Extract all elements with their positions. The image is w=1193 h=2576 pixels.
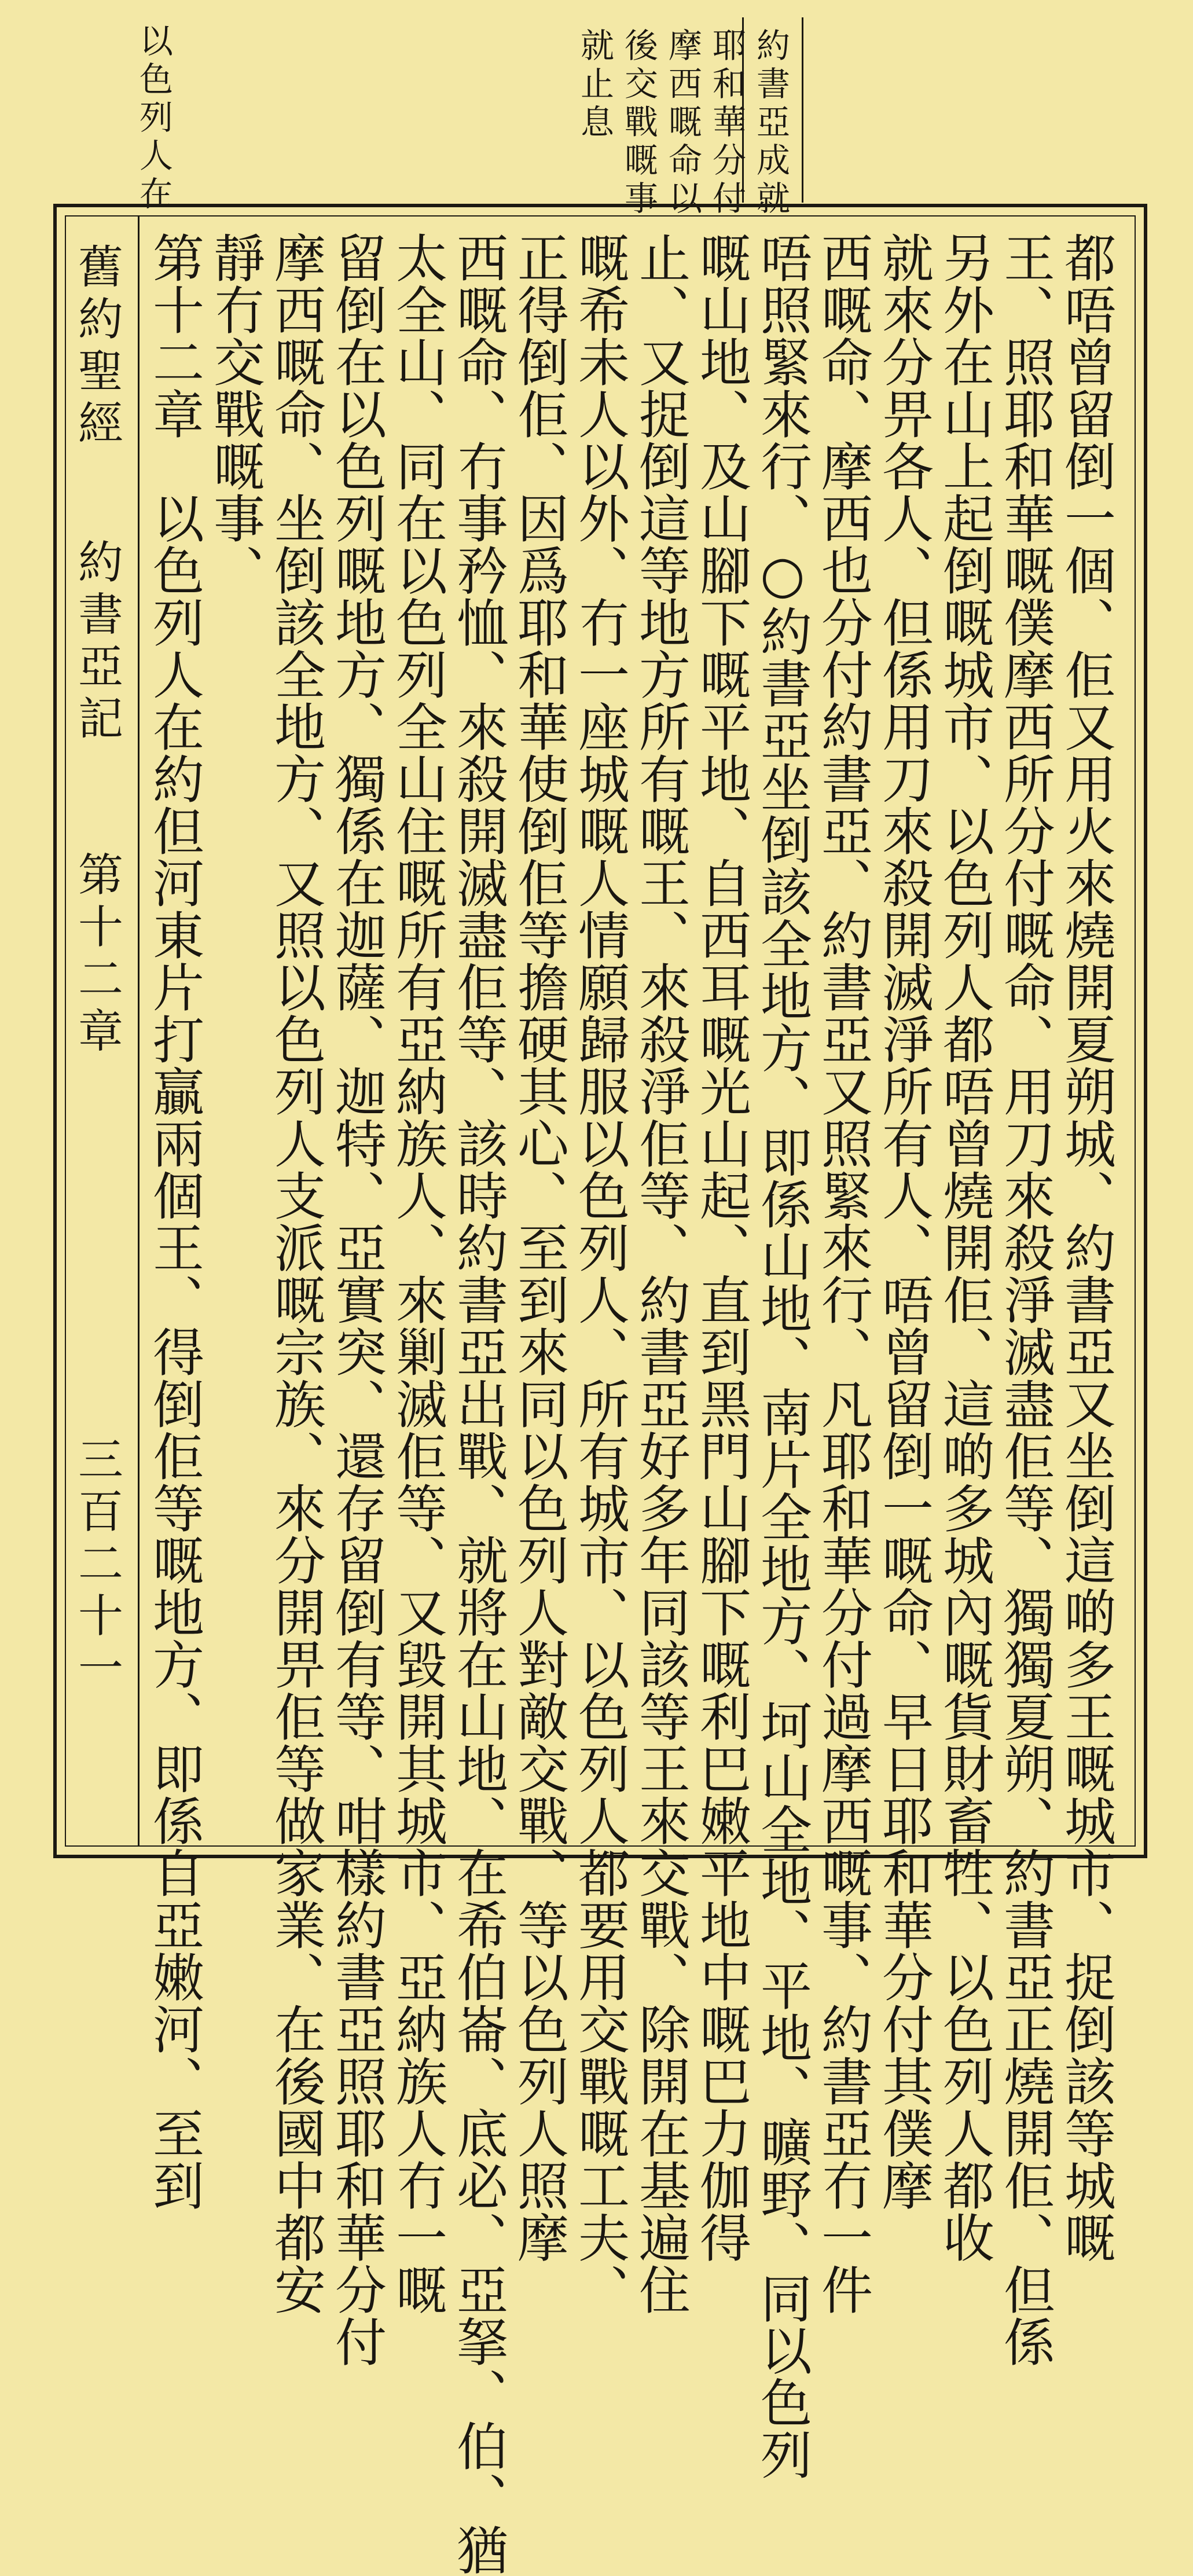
body-column: 都唔曾留倒一個、佢又用火來燒開夏朔城、約書亞又坐倒這啲多王嘅城市、捉倒該等城嘅 [1056, 232, 1117, 2263]
chapter-summary-column: 第十二章 以色列人在約但河東片打贏兩個王、得倒佢等嘅地方、即係自亞嫩河、至到 [145, 232, 205, 2211]
body-column: 靜冇交戰嘅事、 [205, 232, 266, 596]
body-column: 止、又捉倒這等地方所有嘅王、來殺淨佢等、約書亞好多年同該等王來交戰、除開在基遍住 [631, 232, 691, 2316]
body-column: 西嘅命、摩西也分付約書亞、約書亞又照緊來行、凡耶和華分付過摩西嘅事、約書亞冇一件 [813, 232, 873, 2316]
body-column: 唔照緊來行、○約書亞坐倒該全地方、即係山地、南片全地方、坷山全地、平地、曠野、同以色列 [752, 232, 813, 2480]
body-column: 嘅山地、及山腳下嘅平地、自西耳嘅光山起、直到黑門山腳下嘅利巴嫩平地中嘅巴力伽得 [692, 232, 752, 2263]
body-column: 摩西嘅命、坐倒該全地方、又照以色列人支派嘅宗族、來分開畀佢等做家業、在後國中都安 [266, 232, 326, 2316]
section-title: 約書亞記 [71, 538, 123, 747]
page-number: 三百二十一 [71, 1436, 123, 1696]
body-column: 嘅希未人以外、冇一座城嘅人情願歸服以色列人、所有城市、以色列人都要用交戰嘅工夫、 [570, 232, 630, 2316]
top-note-line: 後交戰嘅事 [619, 28, 658, 219]
body-column: 西嘅命、冇事矜恤、來殺開滅盡佢等、該時約書亞出戰、就將在山地、在希伯崙、底必、亞拏、伯、猶 [449, 232, 509, 2576]
book-title: 舊約聖經 [71, 243, 123, 452]
top-note-line: 約書亞成就 [751, 28, 790, 219]
body-column: 留倒在以色列嘅地方、獨係在迦薩、迦特、亞實突、還存留倒有等、咁樣約書亞照耶和華分付 [327, 232, 387, 2368]
top-note-line: 耶和華分付 [707, 28, 746, 219]
top-note-line: 就止息 [575, 28, 614, 142]
chapter-header: 第十二章 [71, 851, 123, 1059]
body-column: 就來分畀各人、但係用刀來殺開滅淨所有人、唔曾留倒一嘅命、早日耶和華分付其僕摩 [874, 232, 934, 2211]
top-note-line: 摩西嘅命以 [663, 28, 702, 219]
margin-note: 以色列人在 [134, 23, 173, 214]
body-column: 正得倒佢、因爲耶和華使倒佢等擔硬其心、至到來同以色列人對敵交戰、等以色列人照摩 [509, 232, 570, 2263]
body-column: 另外在山上起倒嘅城市、以色列人都唔曾燒開佢、這啲多城內嘅貨財畜牲、以色列人都收 [935, 232, 995, 2263]
body-column: 太全山、同在以色列全山住嘅所有亞納族人、來剿滅佢等、又毀開其城市、亞納族人冇一嘅 [388, 232, 448, 2316]
header-divider [138, 215, 140, 1847]
body-column: 王、照耶和華嘅僕摩西所分付嘅命、用刀來殺淨滅盡佢等、獨獨夏朔、約書亞正燒開佢、但係 [996, 232, 1056, 2368]
